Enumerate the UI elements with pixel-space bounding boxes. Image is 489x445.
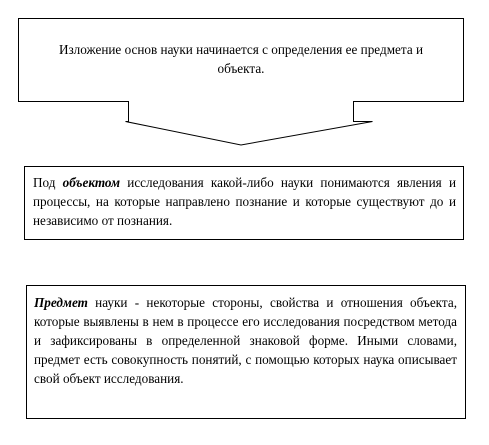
top-arrow-box [19, 19, 464, 146]
subject-term: Предмет [34, 295, 88, 310]
object-lead: Под [33, 175, 63, 190]
subject-definition-text [34, 293, 457, 388]
top-box-text: Изложение основ науки начинается с определения ее предмета и объекта. [58, 42, 424, 76]
object-rest: исследования какой-либо науки понимаются явления и процессы, на которые направлено познание и которые существуют до и независимо от познания. [33, 175, 456, 228]
subject-rest: науки - некоторые стороны, свойства и отношения объекта, которые выявлены в нем в процессе его исследования посредством метода и зафиксированы в определенной знаковой форме. Иными словами, предмет есть совокупность понятий, с помощью которых наука описывает свой объект исследования. [34, 295, 457, 386]
object-definition-text [33, 173, 456, 230]
object-term: объектом [62, 175, 121, 190]
